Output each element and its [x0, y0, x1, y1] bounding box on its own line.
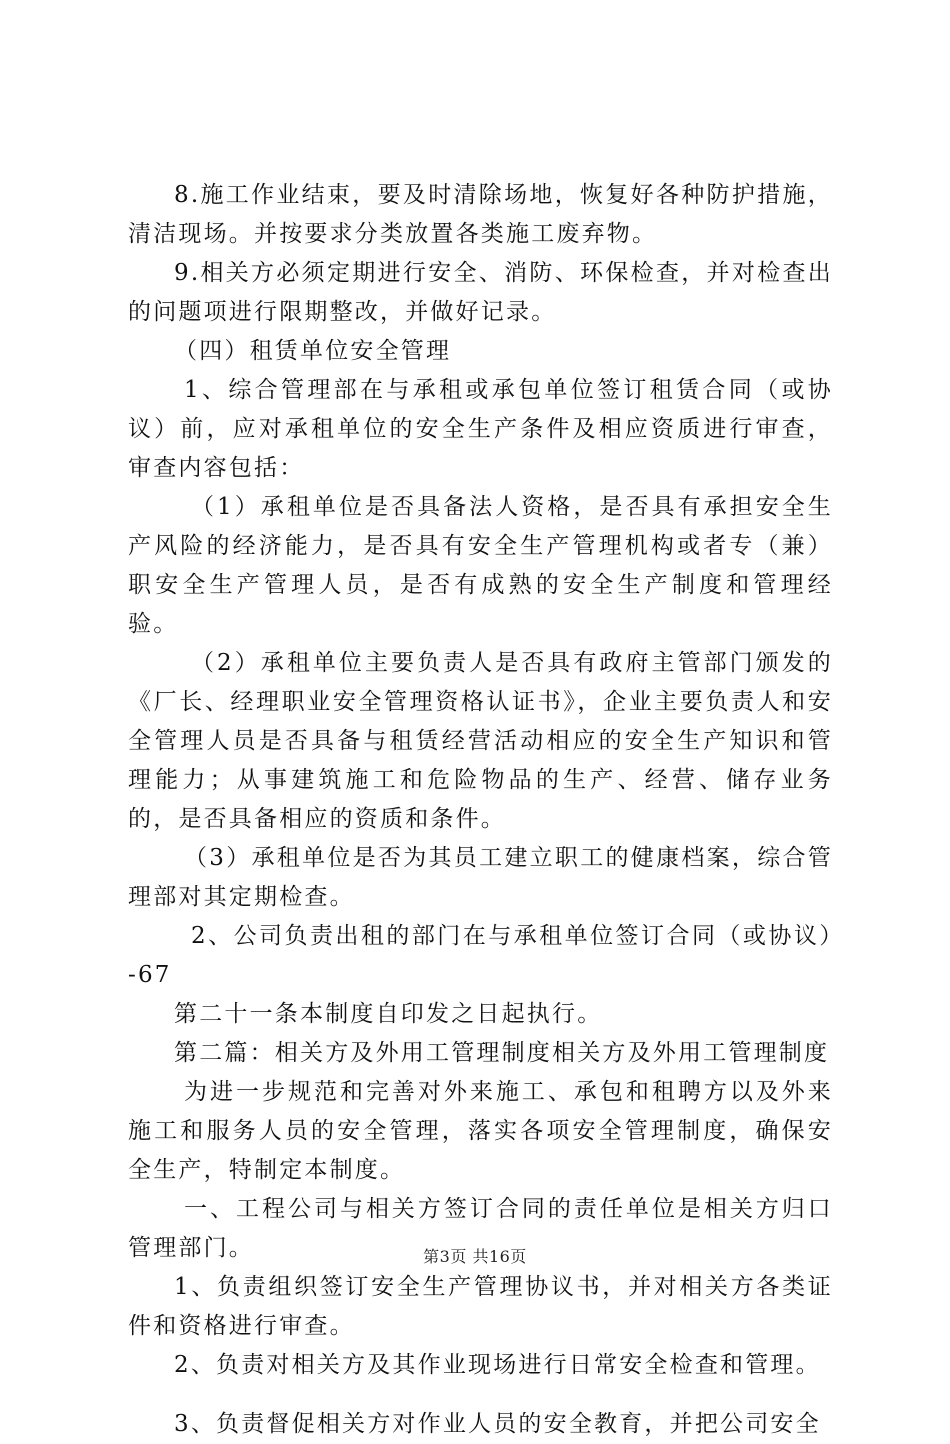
chapter-title: 第二篇：相关方及外用工管理制度相关方及外用工管理制度 — [174, 1040, 830, 1066]
paragraph: 9.相关方必须定期进行安全、消防、环保检查，并对检查出的问题项进行限期整改，并做好记录。 — [128, 260, 833, 325]
paragraph: （3）承租单位是否为其员工建立职工的健康档案，综合管理部对其定期检查。 — [128, 845, 833, 910]
paragraph: 3、负责督促相关方对作业人员的安全教育，并把公司安全 — [174, 1411, 821, 1437]
paragraph: （2）承租单位主要负责人是否具有政府主管部门颁发的《厂长、经理职业安全管理资格认证书》，企业主要负责人和安全管理人员是否具备与租赁经营活动相应的安全生产知识和管理能力；从事建筑施工和危险物品的生产、经营、储存业务的，是否具备相应的资质和条件。 — [128, 650, 833, 832]
article-line: 第二十一条本制度自印发之日起执行。 — [174, 1001, 603, 1027]
paragraph: 8.施工作业结束，要及时清除场地，恢复好各种防护措施，清洁现场。并按要求分类放置各类施工废弃物。 — [128, 182, 833, 247]
paragraph: 为进一步规范和完善对外来施工、承包和租聘方以及外来施工和服务人员的安全管理，落实各项安全管理制度，确保安全生产，特制定本制度。 — [128, 1079, 833, 1183]
page-number: 第3页 共16页 — [423, 1247, 527, 1266]
paragraph: 一、工程公司与相关方签订合同的责任单位是相关方归口管理部门。 — [128, 1196, 833, 1261]
paragraph: 2、公司负责出租的部门在与承租单位签订合同（或协议）-67 — [128, 923, 833, 988]
paragraph: 1、综合管理部在与承租或承包单位签订租赁合同（或协议）前，应对承租单位的安全生产条件及相应资质进行审查，审查内容包括： — [128, 377, 833, 481]
paragraph: （1）承租单位是否具备法人资格，是否具有承担安全生产风险的经济能力，是否具有安全生产管理机构或者专（兼）职安全生产管理人员，是否有成熟的安全生产制度和管理经验。 — [128, 494, 833, 637]
paragraph: 2、负责对相关方及其作业现场进行日常安全检查和管理。 — [174, 1352, 821, 1378]
section-heading: （四）租赁单位安全管理 — [174, 338, 452, 364]
paragraph: 1、负责组织签订安全生产管理协议书，并对相关方各类证件和资格进行审查。 — [128, 1274, 833, 1339]
